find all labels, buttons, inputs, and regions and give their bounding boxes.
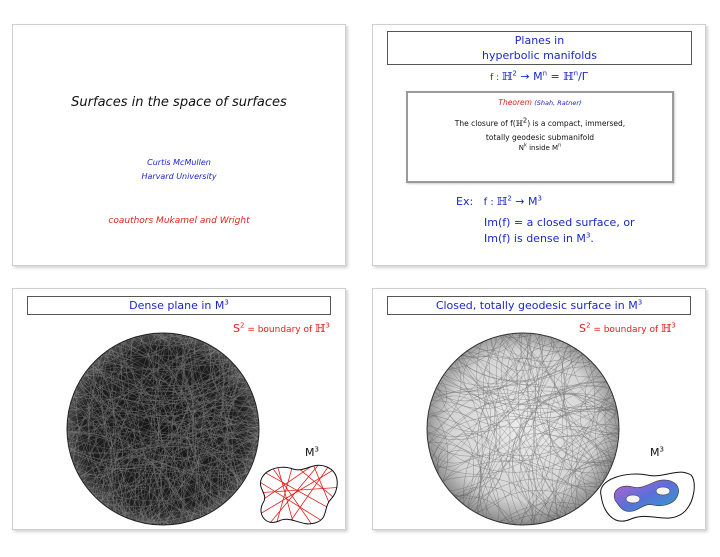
example-line3: Im(f) is dense in $M^3$.	[484, 231, 594, 245]
example-line2: Im(f) = a closed surface, or	[484, 216, 635, 229]
slide-heading: Dense plane in $M^3$	[27, 296, 331, 315]
author-affiliation: Harvard University	[141, 172, 217, 181]
theorem-line3: $N^k$ inside $M^n$	[518, 142, 562, 152]
geodesic-sphere-illustration	[423, 329, 623, 529]
heading-line2: hyperbolic manifolds	[482, 49, 597, 62]
slide-dense-plane	[12, 288, 346, 530]
main-formula: f : ℍ$^2$ → $M^n$ = ℍ$^n$/Γ	[490, 69, 588, 83]
theorem-line1: The closure of f(ℍ2) is a compact, immersed,	[454, 116, 626, 128]
manifold-dense-lines-illustration	[255, 457, 345, 529]
sphere-label: $S^2$ = boundary of ℍ$^3$	[579, 321, 676, 335]
slide-heading	[387, 31, 692, 65]
theorem-box	[406, 91, 674, 183]
author-name: Curtis McMullen	[147, 158, 211, 167]
slide-heading: Closed, totally geodesic surface in $M^3$	[387, 296, 691, 315]
talk-title: Surfaces in the space of surfaces	[71, 95, 287, 110]
slide-closed-surface	[372, 288, 706, 530]
slide-planes	[372, 24, 706, 266]
manifold-label: $M^3$	[305, 445, 319, 459]
manifold-label: $M^3$	[650, 445, 664, 459]
slide-title	[12, 24, 346, 266]
coauthors: coauthors Mukamel and Wright	[108, 216, 250, 226]
theorem-title: Theorem (Shah, Ratner)	[498, 98, 582, 107]
dense-sphere-illustration	[63, 329, 263, 529]
heading-line1: Planes in	[514, 34, 565, 47]
example-line1: Ex: f : ℍ$^2$ → $M^3$	[456, 194, 542, 208]
genus-two-surface-illustration	[597, 457, 697, 529]
sphere-label: $S^2$ = boundary of ℍ$^3$	[233, 321, 330, 335]
theorem-line2: totally geodesic submanifold	[485, 133, 595, 142]
